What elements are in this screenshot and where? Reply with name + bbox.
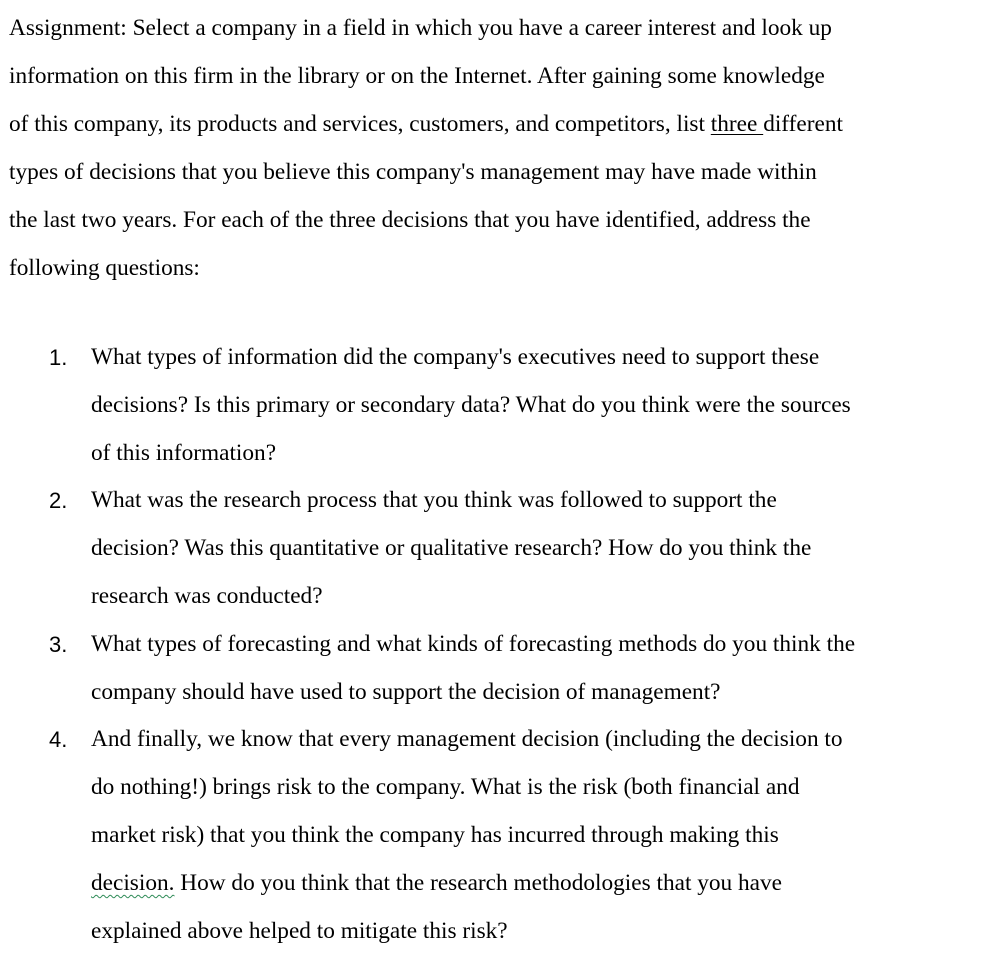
question-line (91, 860, 1004, 908)
question-line: company should have used to support the decision of management? (91, 678, 721, 705)
question-line: What types of forecasting and what kinds of forecasting methods do you think the (91, 630, 856, 657)
underlined-word-three: three (710, 111, 764, 137)
intro-line: the last two years. For each of the three decisions that you have identified, address the (9, 207, 811, 233)
question-line: And finally, we know that every management decision (including the decision to (91, 726, 843, 753)
question-item-2 (0, 477, 1004, 620)
intro-line: Assignment: Select a company in a field in which you have a career interest and look up (9, 15, 832, 41)
question-line: What was the research process that you think was followed to support the (91, 487, 777, 514)
intro-line-text: of this company, its products and services, customers, and competitors, list (9, 111, 711, 137)
question-item-4 (0, 716, 1004, 955)
question-line: decisions? Is this primary or secondary data? What do you think were the sources (91, 391, 851, 418)
question-line: decision? Was this quantitative or qualitative research? How do you think the (91, 535, 812, 562)
question-line: research was conducted? (91, 582, 323, 609)
question-line: market risk) that you think the company has incurred through making this (91, 821, 779, 848)
question-line: of this information? (91, 439, 277, 466)
intro-line: types of decisions that you believe this company's management may have made within (9, 159, 817, 185)
question-list (0, 334, 1004, 955)
question-number: 4. (49, 727, 68, 753)
spellcheck-flagged-word: decision. (91, 869, 175, 896)
question-number: 2. (49, 488, 68, 514)
question-line-text: How do you think that the research methodologies that you have (174, 869, 782, 896)
question-number: 3. (49, 631, 68, 657)
question-line: do nothing!) brings risk to the company. What is the risk (both financial and (91, 774, 800, 801)
intro-line (9, 100, 1004, 148)
question-line: explained above helped to mitigate this risk? (91, 917, 508, 944)
question-number: 1. (49, 345, 68, 370)
assignment-paragraph (9, 4, 1004, 292)
question-item-1 (0, 334, 1004, 477)
question-item-3 (0, 621, 1004, 717)
question-line: What types of information did the company's executives need to support these (91, 344, 820, 370)
intro-line: following questions: (9, 255, 200, 281)
intro-line-text: different (763, 111, 843, 137)
intro-line: information on this firm in the library or on the Internet. After gaining some knowledge (9, 63, 825, 89)
